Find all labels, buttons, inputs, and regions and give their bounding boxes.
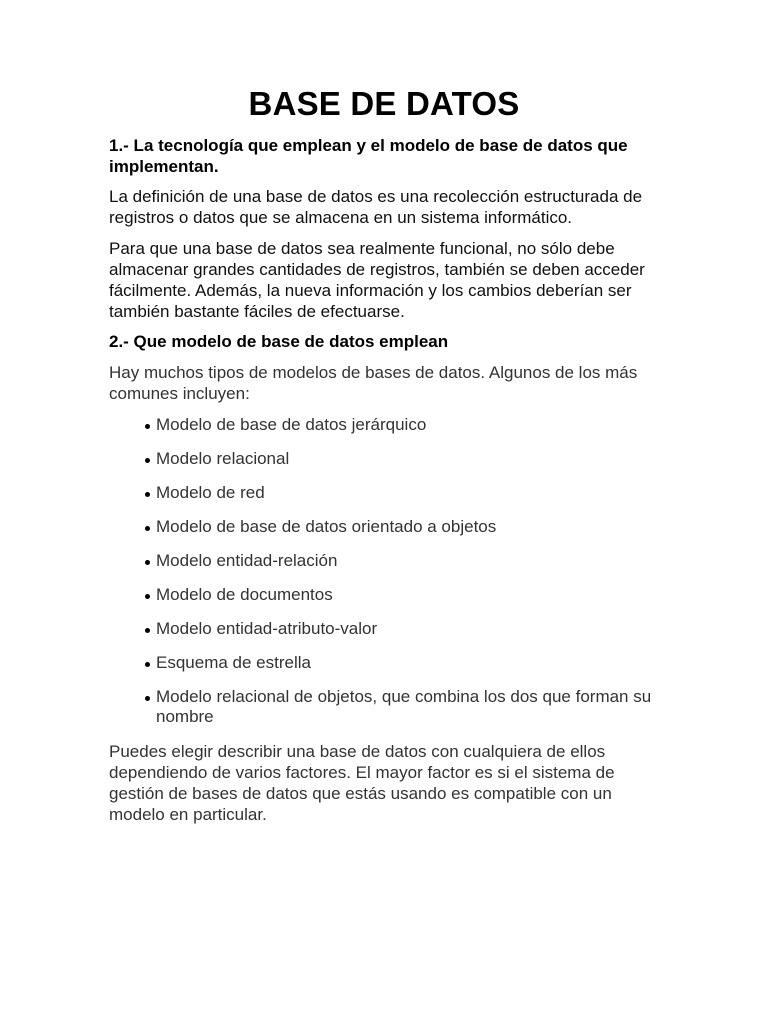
bullet-icon bbox=[145, 492, 150, 497]
bullet-icon bbox=[145, 594, 150, 599]
list-item-text: Modelo relacional bbox=[156, 449, 290, 468]
section2-intro: Hay muchos tipos de modelos de bases de datos. Algunos de los más comunes incluyen: bbox=[109, 363, 638, 403]
section1-paragraph2: Para que una base de datos sea realmente funcional, no sólo debe almacenar grandes cantidades de registros, también se deben acceder fácilmente. Además, la nueva información y los cambios deberían ser también bastante fáciles de efectuarse. bbox=[109, 239, 645, 321]
document-body bbox=[109, 135, 664, 825]
list-item-text: Modelo de documentos bbox=[156, 585, 333, 604]
list-item bbox=[145, 449, 664, 469]
list-item bbox=[145, 415, 664, 435]
bullet-icon bbox=[145, 696, 150, 701]
section2-conclusion: Puedes elegir describir una base de datos con cualquiera de ellos dependiendo de varios factores. El mayor factor es si el sistema de gestión de bases de datos que estás usando es compatible con un modelo en particular. bbox=[109, 742, 615, 824]
list-item bbox=[145, 551, 664, 571]
bullet-icon bbox=[145, 662, 150, 667]
list-item bbox=[145, 687, 664, 727]
bullet-icon bbox=[145, 560, 150, 565]
list-item-text: Modelo de red bbox=[156, 483, 265, 502]
list-item bbox=[145, 619, 664, 639]
list-item-text: Modelo relacional de objetos, que combina los dos que forman su nombre bbox=[156, 687, 652, 726]
bullet-icon bbox=[145, 458, 150, 463]
section2-heading: 2.- Que modelo de base de datos emplean bbox=[109, 332, 449, 351]
list-item-text: Modelo entidad-relación bbox=[156, 551, 338, 570]
bullet-icon bbox=[145, 526, 150, 531]
list-item-text: Esquema de estrella bbox=[156, 653, 311, 672]
bullet-icon bbox=[145, 424, 150, 429]
section1-heading: 1.- La tecnología que emplean y el modelo de base de datos que implementan. bbox=[109, 136, 628, 176]
list-item bbox=[145, 585, 664, 605]
list-item-text: Modelo de base de datos jerárquico bbox=[156, 415, 427, 434]
document-title: BASE DE DATOS bbox=[248, 85, 520, 122]
bullet-icon bbox=[145, 628, 150, 633]
list-item-text: Modelo entidad-atributo-valor bbox=[156, 619, 378, 638]
list-item bbox=[145, 653, 664, 673]
list-item bbox=[145, 517, 664, 537]
list-item-text: Modelo de base de datos orientado a objetos bbox=[156, 517, 497, 536]
database-models-list bbox=[109, 415, 664, 727]
list-item bbox=[145, 483, 664, 503]
section1-paragraph1: La definición de una base de datos es una recolección estructurada de registros o datos que se almacena en un sistema informático. bbox=[109, 187, 643, 227]
